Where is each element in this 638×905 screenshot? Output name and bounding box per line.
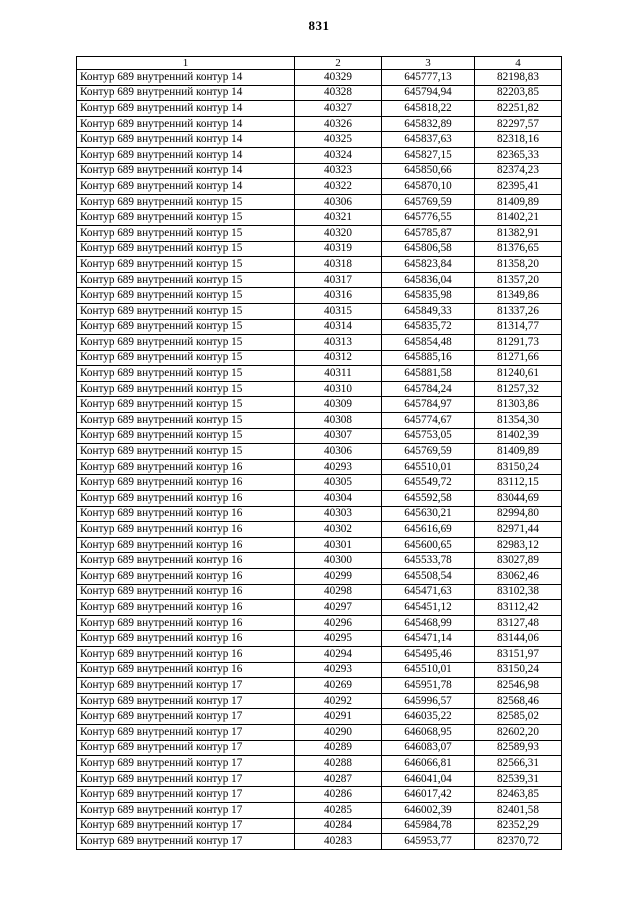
table-row (77, 194, 562, 210)
y-coordinate-cell: 81409,89 (475, 444, 562, 460)
table-row (77, 366, 562, 382)
contour-name-cell: Контур 689 внутренний контур 17 (77, 771, 295, 787)
table-row (77, 740, 562, 756)
point-number-cell: 40321 (295, 210, 382, 226)
y-coordinate-cell: 82566,31 (475, 756, 562, 772)
contour-name-cell: Контур 689 внутренний контур 14 (77, 132, 295, 148)
table-row (77, 709, 562, 725)
table-row (77, 163, 562, 179)
table-row (77, 335, 562, 351)
coordinates-table (76, 56, 562, 850)
x-coordinate-cell: 645996,57 (382, 693, 475, 709)
point-number-cell: 40306 (295, 194, 382, 210)
table-row (77, 569, 562, 585)
x-coordinate-cell: 645849,33 (382, 303, 475, 319)
table-row (77, 631, 562, 647)
point-number-cell: 40314 (295, 319, 382, 335)
contour-name-cell: Контур 689 внутренний контур 17 (77, 724, 295, 740)
x-coordinate-cell: 645549,72 (382, 475, 475, 491)
point-number-cell: 40318 (295, 257, 382, 273)
contour-name-cell: Контур 689 внутренний контур 17 (77, 709, 295, 725)
table-row (77, 459, 562, 475)
y-coordinate-cell: 82365,33 (475, 147, 562, 163)
y-coordinate-cell: 83112,42 (475, 600, 562, 616)
x-coordinate-cell: 645854,48 (382, 335, 475, 351)
table-row (77, 241, 562, 257)
table-header (77, 57, 562, 70)
x-coordinate-cell: 646066,81 (382, 756, 475, 772)
y-coordinate-cell: 82971,44 (475, 522, 562, 538)
point-number-cell: 40293 (295, 459, 382, 475)
x-coordinate-cell: 645835,72 (382, 319, 475, 335)
table-row (77, 787, 562, 803)
y-coordinate-cell: 81240,61 (475, 366, 562, 382)
contour-name-cell: Контур 689 внутренний контур 15 (77, 210, 295, 226)
contour-name-cell: Контур 689 внутренний контур 15 (77, 428, 295, 444)
point-number-cell: 40328 (295, 85, 382, 101)
y-coordinate-cell: 82539,31 (475, 771, 562, 787)
x-coordinate-cell: 645753,05 (382, 428, 475, 444)
contour-name-cell: Контур 689 внутренний контур 15 (77, 257, 295, 273)
point-number-cell: 40329 (295, 70, 382, 86)
point-number-cell: 40325 (295, 132, 382, 148)
table-row (77, 272, 562, 288)
x-coordinate-cell: 645836,04 (382, 272, 475, 288)
y-coordinate-cell: 82585,02 (475, 709, 562, 725)
y-coordinate-cell: 81257,32 (475, 381, 562, 397)
y-coordinate-cell: 81376,65 (475, 241, 562, 257)
table-row (77, 662, 562, 678)
x-coordinate-cell: 645850,66 (382, 163, 475, 179)
contour-name-cell: Контур 689 внутренний контур 16 (77, 459, 295, 475)
x-coordinate-cell: 646068,95 (382, 724, 475, 740)
point-number-cell: 40308 (295, 413, 382, 429)
x-coordinate-cell: 645769,59 (382, 444, 475, 460)
contour-name-cell: Контур 689 внутренний контур 14 (77, 70, 295, 86)
y-coordinate-cell: 82994,80 (475, 506, 562, 522)
table-row (77, 288, 562, 304)
x-coordinate-cell: 645508,54 (382, 569, 475, 585)
point-number-cell: 40319 (295, 241, 382, 257)
contour-name-cell: Контур 689 внутренний контур 16 (77, 569, 295, 585)
point-number-cell: 40326 (295, 116, 382, 132)
y-coordinate-cell: 82297,57 (475, 116, 562, 132)
point-number-cell: 40304 (295, 491, 382, 507)
point-number-cell: 40284 (295, 818, 382, 834)
table-row (77, 381, 562, 397)
contour-name-cell: Контур 689 внутренний контур 15 (77, 194, 295, 210)
point-number-cell: 40287 (295, 771, 382, 787)
point-number-cell: 40293 (295, 662, 382, 678)
x-coordinate-cell: 645818,22 (382, 101, 475, 117)
table-row (77, 724, 562, 740)
x-coordinate-cell: 645468,99 (382, 615, 475, 631)
y-coordinate-cell: 81303,86 (475, 397, 562, 413)
contour-name-cell: Контур 689 внутренний контур 14 (77, 116, 295, 132)
y-coordinate-cell: 81314,77 (475, 319, 562, 335)
x-coordinate-cell: 646035,22 (382, 709, 475, 725)
x-coordinate-cell: 645784,24 (382, 381, 475, 397)
y-coordinate-cell: 82602,20 (475, 724, 562, 740)
y-coordinate-cell: 82401,58 (475, 802, 562, 818)
point-number-cell: 40290 (295, 724, 382, 740)
y-coordinate-cell: 83127,48 (475, 615, 562, 631)
x-coordinate-cell: 645471,63 (382, 584, 475, 600)
y-coordinate-cell: 83150,24 (475, 662, 562, 678)
contour-name-cell: Контур 689 внутренний контур 17 (77, 740, 295, 756)
x-coordinate-cell: 646017,42 (382, 787, 475, 803)
x-coordinate-cell: 646002,39 (382, 802, 475, 818)
y-coordinate-cell: 82198,83 (475, 70, 562, 86)
point-number-cell: 40312 (295, 350, 382, 366)
header-cell-1: 1 (77, 57, 295, 70)
point-number-cell: 40322 (295, 179, 382, 195)
contour-name-cell: Контур 689 внутренний контур 16 (77, 615, 295, 631)
y-coordinate-cell: 82203,85 (475, 85, 562, 101)
contour-name-cell: Контур 689 внутренний контур 16 (77, 631, 295, 647)
contour-name-cell: Контур 689 внутренний контур 15 (77, 350, 295, 366)
header-row (77, 57, 562, 70)
table-row (77, 537, 562, 553)
table-row (77, 646, 562, 662)
contour-name-cell: Контур 689 внутренний контур 16 (77, 506, 295, 522)
point-number-cell: 40288 (295, 756, 382, 772)
table-row (77, 179, 562, 195)
point-number-cell: 40320 (295, 225, 382, 241)
table-row (77, 678, 562, 694)
contour-name-cell: Контур 689 внутренний контур 15 (77, 366, 295, 382)
table-row (77, 834, 562, 850)
x-coordinate-cell: 645533,78 (382, 553, 475, 569)
y-coordinate-cell: 82370,72 (475, 834, 562, 850)
x-coordinate-cell: 645885,16 (382, 350, 475, 366)
contour-name-cell: Контур 689 внутренний контур 14 (77, 163, 295, 179)
y-coordinate-cell: 82568,46 (475, 693, 562, 709)
y-coordinate-cell: 83144,06 (475, 631, 562, 647)
table-row (77, 85, 562, 101)
y-coordinate-cell: 81349,86 (475, 288, 562, 304)
x-coordinate-cell: 645769,59 (382, 194, 475, 210)
table-row (77, 506, 562, 522)
table-row (77, 802, 562, 818)
y-coordinate-cell: 82251,82 (475, 101, 562, 117)
x-coordinate-cell: 645806,58 (382, 241, 475, 257)
y-coordinate-cell: 81382,91 (475, 225, 562, 241)
x-coordinate-cell: 646083,07 (382, 740, 475, 756)
table-row (77, 210, 562, 226)
y-coordinate-cell: 81409,89 (475, 194, 562, 210)
y-coordinate-cell: 81337,26 (475, 303, 562, 319)
y-coordinate-cell: 83112,15 (475, 475, 562, 491)
y-coordinate-cell: 82352,29 (475, 818, 562, 834)
y-coordinate-cell: 81271,66 (475, 350, 562, 366)
x-coordinate-cell: 645495,46 (382, 646, 475, 662)
contour-name-cell: Контур 689 внутренний контур 14 (77, 101, 295, 117)
contour-name-cell: Контур 689 внутренний контур 16 (77, 646, 295, 662)
y-coordinate-cell: 82318,16 (475, 132, 562, 148)
header-cell-3: 3 (382, 57, 475, 70)
contour-name-cell: Контур 689 внутренний контур 16 (77, 537, 295, 553)
table-row (77, 615, 562, 631)
point-number-cell: 40297 (295, 600, 382, 616)
table-row (77, 756, 562, 772)
x-coordinate-cell: 645471,14 (382, 631, 475, 647)
point-number-cell: 40307 (295, 428, 382, 444)
table-row (77, 319, 562, 335)
x-coordinate-cell: 645794,94 (382, 85, 475, 101)
point-number-cell: 40299 (295, 569, 382, 585)
contour-name-cell: Контур 689 внутренний контур 16 (77, 584, 295, 600)
x-coordinate-cell: 645630,21 (382, 506, 475, 522)
table-body (77, 70, 562, 850)
table-row (77, 147, 562, 163)
x-coordinate-cell: 645881,58 (382, 366, 475, 382)
x-coordinate-cell: 645776,55 (382, 210, 475, 226)
point-number-cell: 40269 (295, 678, 382, 694)
x-coordinate-cell: 645600,65 (382, 537, 475, 553)
y-coordinate-cell: 82983,12 (475, 537, 562, 553)
table-row (77, 70, 562, 86)
y-coordinate-cell: 82374,23 (475, 163, 562, 179)
y-coordinate-cell: 83102,38 (475, 584, 562, 600)
point-number-cell: 40323 (295, 163, 382, 179)
x-coordinate-cell: 645832,89 (382, 116, 475, 132)
point-number-cell: 40316 (295, 288, 382, 304)
y-coordinate-cell: 83151,97 (475, 646, 562, 662)
y-coordinate-cell: 82546,98 (475, 678, 562, 694)
point-number-cell: 40292 (295, 693, 382, 709)
x-coordinate-cell: 645592,58 (382, 491, 475, 507)
x-coordinate-cell: 645870,10 (382, 179, 475, 195)
contour-name-cell: Контур 689 внутренний контур 15 (77, 335, 295, 351)
table-row (77, 522, 562, 538)
x-coordinate-cell: 645616,69 (382, 522, 475, 538)
contour-name-cell: Контур 689 внутренний контур 15 (77, 381, 295, 397)
x-coordinate-cell: 645777,13 (382, 70, 475, 86)
x-coordinate-cell: 645785,87 (382, 225, 475, 241)
table-row (77, 584, 562, 600)
contour-name-cell: Контур 689 внутренний контур 14 (77, 179, 295, 195)
header-cell-4: 4 (475, 57, 562, 70)
contour-name-cell: Контур 689 внутренний контур 16 (77, 553, 295, 569)
contour-name-cell: Контур 689 внутренний контур 16 (77, 475, 295, 491)
contour-name-cell: Контур 689 внутренний контур 16 (77, 522, 295, 538)
point-number-cell: 40286 (295, 787, 382, 803)
point-number-cell: 40283 (295, 834, 382, 850)
y-coordinate-cell: 81402,39 (475, 428, 562, 444)
point-number-cell: 40298 (295, 584, 382, 600)
table-row (77, 771, 562, 787)
table-row (77, 413, 562, 429)
x-coordinate-cell: 645510,01 (382, 459, 475, 475)
point-number-cell: 40310 (295, 381, 382, 397)
contour-name-cell: Контур 689 внутренний контур 17 (77, 678, 295, 694)
table-row (77, 475, 562, 491)
contour-name-cell: Контур 689 внутренний контур 16 (77, 662, 295, 678)
table-row (77, 693, 562, 709)
point-number-cell: 40289 (295, 740, 382, 756)
contour-name-cell: Контур 689 внутренний контур 15 (77, 225, 295, 241)
point-number-cell: 40306 (295, 444, 382, 460)
table-row (77, 553, 562, 569)
y-coordinate-cell: 81358,20 (475, 257, 562, 273)
x-coordinate-cell: 645984,78 (382, 818, 475, 834)
contour-name-cell: Контур 689 внутренний контур 15 (77, 397, 295, 413)
y-coordinate-cell: 82589,93 (475, 740, 562, 756)
point-number-cell: 40315 (295, 303, 382, 319)
table-row (77, 101, 562, 117)
contour-name-cell: Контур 689 внутренний контур 15 (77, 241, 295, 257)
contour-name-cell: Контур 689 внутренний контур 15 (77, 303, 295, 319)
contour-name-cell: Контур 689 внутренний контур 17 (77, 787, 295, 803)
table-row (77, 397, 562, 413)
x-coordinate-cell: 645835,98 (382, 288, 475, 304)
y-coordinate-cell: 81291,73 (475, 335, 562, 351)
y-coordinate-cell: 81402,21 (475, 210, 562, 226)
contour-name-cell: Контур 689 внутренний контур 17 (77, 818, 295, 834)
table-row (77, 132, 562, 148)
point-number-cell: 40324 (295, 147, 382, 163)
x-coordinate-cell: 645837,63 (382, 132, 475, 148)
contour-name-cell: Контур 689 внутренний контур 15 (77, 288, 295, 304)
contour-name-cell: Контур 689 внутренний контур 16 (77, 491, 295, 507)
point-number-cell: 40296 (295, 615, 382, 631)
point-number-cell: 40313 (295, 335, 382, 351)
contour-name-cell: Контур 689 внутренний контур 17 (77, 802, 295, 818)
contour-name-cell: Контур 689 внутренний контур 15 (77, 319, 295, 335)
x-coordinate-cell: 645451,12 (382, 600, 475, 616)
y-coordinate-cell: 82395,41 (475, 179, 562, 195)
table-row (77, 303, 562, 319)
contour-name-cell: Контур 689 внутренний контур 17 (77, 756, 295, 772)
contour-name-cell: Контур 689 внутренний контур 15 (77, 413, 295, 429)
contour-name-cell: Контур 689 внутренний контур 17 (77, 693, 295, 709)
contour-name-cell: Контур 689 внутренний контур 14 (77, 147, 295, 163)
y-coordinate-cell: 81354,30 (475, 413, 562, 429)
point-number-cell: 40294 (295, 646, 382, 662)
y-coordinate-cell: 83062,46 (475, 569, 562, 585)
point-number-cell: 40309 (295, 397, 382, 413)
x-coordinate-cell: 645953,77 (382, 834, 475, 850)
x-coordinate-cell: 645951,78 (382, 678, 475, 694)
point-number-cell: 40302 (295, 522, 382, 538)
point-number-cell: 40317 (295, 272, 382, 288)
page-number: 831 (308, 18, 330, 33)
contour-name-cell: Контур 689 внутренний контур 15 (77, 444, 295, 460)
x-coordinate-cell: 645827,15 (382, 147, 475, 163)
point-number-cell: 40305 (295, 475, 382, 491)
point-number-cell: 40311 (295, 366, 382, 382)
point-number-cell: 40327 (295, 101, 382, 117)
table-row (77, 428, 562, 444)
table-row (77, 116, 562, 132)
contour-name-cell: Контур 689 внутренний контур 15 (77, 272, 295, 288)
y-coordinate-cell: 83044,69 (475, 491, 562, 507)
table-row (77, 257, 562, 273)
table-row (77, 350, 562, 366)
table-row (77, 225, 562, 241)
header-cell-2: 2 (295, 57, 382, 70)
x-coordinate-cell: 645510,01 (382, 662, 475, 678)
table-row (77, 600, 562, 616)
point-number-cell: 40300 (295, 553, 382, 569)
y-coordinate-cell: 81357,20 (475, 272, 562, 288)
point-number-cell: 40303 (295, 506, 382, 522)
contour-name-cell: Контур 689 внутренний контур 16 (77, 600, 295, 616)
y-coordinate-cell: 83027,89 (475, 553, 562, 569)
y-coordinate-cell: 82463,85 (475, 787, 562, 803)
point-number-cell: 40301 (295, 537, 382, 553)
y-coordinate-cell: 83150,24 (475, 459, 562, 475)
x-coordinate-cell: 646041,04 (382, 771, 475, 787)
point-number-cell: 40285 (295, 802, 382, 818)
table-row (77, 444, 562, 460)
point-number-cell: 40295 (295, 631, 382, 647)
contour-name-cell: Контур 689 внутренний контур 14 (77, 85, 295, 101)
point-number-cell: 40291 (295, 709, 382, 725)
x-coordinate-cell: 645774,67 (382, 413, 475, 429)
x-coordinate-cell: 645823,84 (382, 257, 475, 273)
table-row (77, 491, 562, 507)
table-row (77, 818, 562, 834)
x-coordinate-cell: 645784,97 (382, 397, 475, 413)
contour-name-cell: Контур 689 внутренний контур 17 (77, 834, 295, 850)
